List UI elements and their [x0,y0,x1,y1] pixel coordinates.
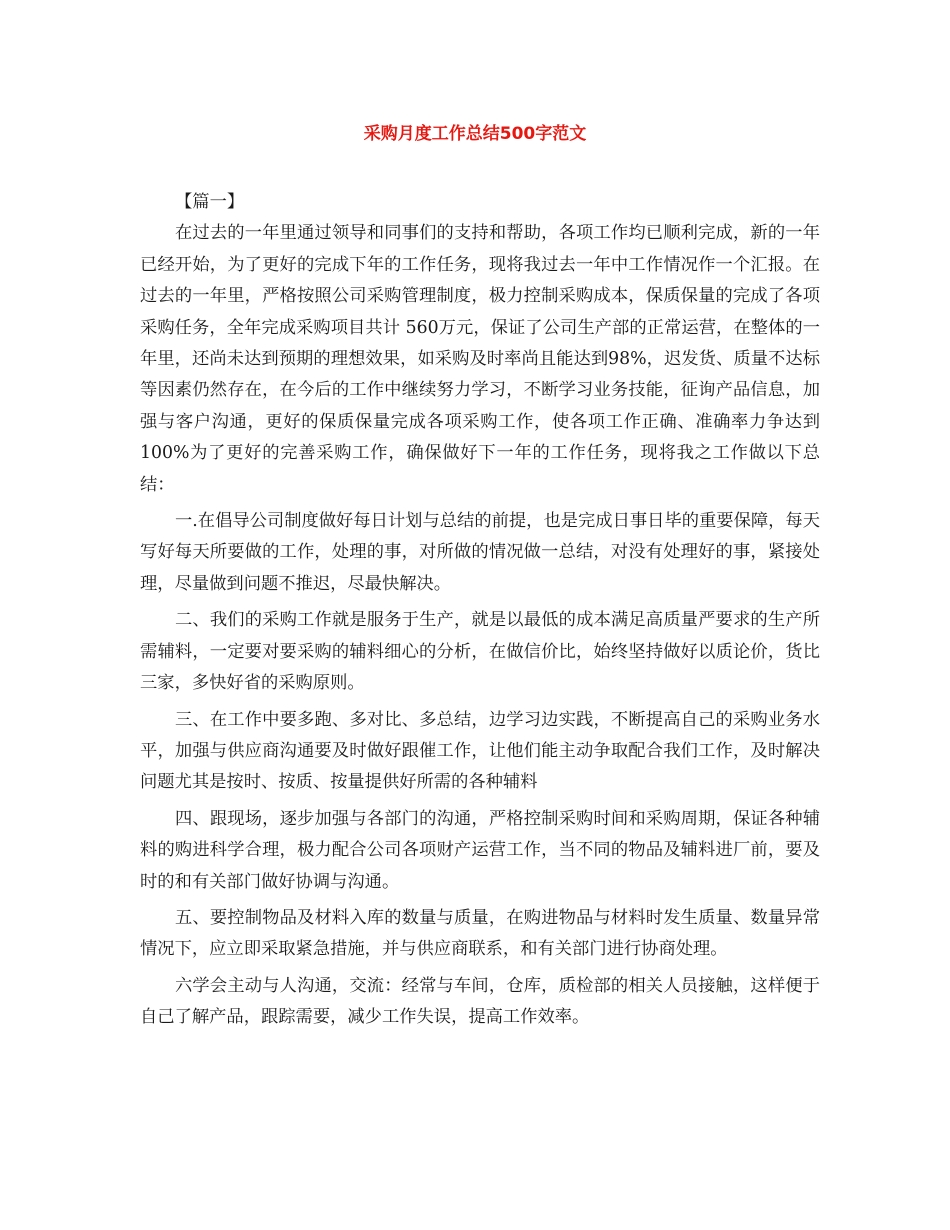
paragraph-point-2: 二、我们的采购工作就是服务于生产，就是以最低的成本满足高质量严要求的生产所需辅料，一定要对要采购的辅料细心的分析，在做信价比，始终坚持做好以质论价，货比三家，多快好省的采购原则。 [140,610,820,694]
paragraph-point-5: 五、要控制物品及材料入库的数量与质量，在购进物品与材料时发生质量、数量异常情况下，应立即采取紧急措施，并与供应商联系，和有关部门进行协商处理。 [140,907,820,960]
document-title: 采购月度工作总结500字范文 [363,124,587,144]
paragraph-intro: 在过去的一年里通过领导和同事们的支持和帮助，各项工作均已顺利完成，新的一年已经开始，为了更好的完成下年的工作任务，现将我过去一年中工作情况作一个汇报。在过去的一年里，严格按照公司采购管理制度，极力控制采购成本，保质保量的完成了各项采购任务，全年完成采购项目共计 560万元，保证了公司生产部的正常运营，在整体的一年里，还尚未达到预期的理想效果，如采购及时率尚且能达到98%，迟发货、质量不达标等因素仍然存在，在今后的工作中继续努力学习，不断学习业务技能，征询产品信息，加强与客户沟通，更好的保质保量完成各项采购工作，使各项工作正确、准确率力争达到100%为了更好的完善采购工作，确保做好下一年的工作任务，现将我之工作做以下总结： [140,223,820,495]
section-label: 【篇一】 [175,192,245,212]
paragraph-point-6: 六学会主动与人沟通，交流：经常与车间，仓库，质检部的相关人员接触，这样便于自己了解产品，跟踪需要，减少工作失误，提高工作效率。 [140,975,820,1028]
document-body [140,187,820,1034]
paragraph-point-1: 一.在倡导公司制度做好每日计划与总结的前提，也是完成日事日毕的重要保障，每天写好每天所要做的工作，处理的事，对所做的情况做一总结，对没有处理好的事，紧接处理，尽量做到问题不推迟，尽最快解决。 [140,511,820,594]
paragraph-point-3: 三、在工作中要多跑、多对比、多总结，边学习边实践，不断提高自己的采购业务水平，加强与供应商沟通要及时做好跟催工作，让他们能主动争取配合我们工作，及时解决问题尤其是按时、按质、按量提供好所需的各种辅料 [140,709,820,793]
paragraph-point-4: 四、跟现场，逐步加强与各部门的沟通，严格控制采购时间和采购周期，保证各种辅料的购进科学合理，极力配合公司各项财产运营工作，当不同的物品及辅料进厂前，要及时的和有关部门做好协调与沟通。 [140,808,820,892]
